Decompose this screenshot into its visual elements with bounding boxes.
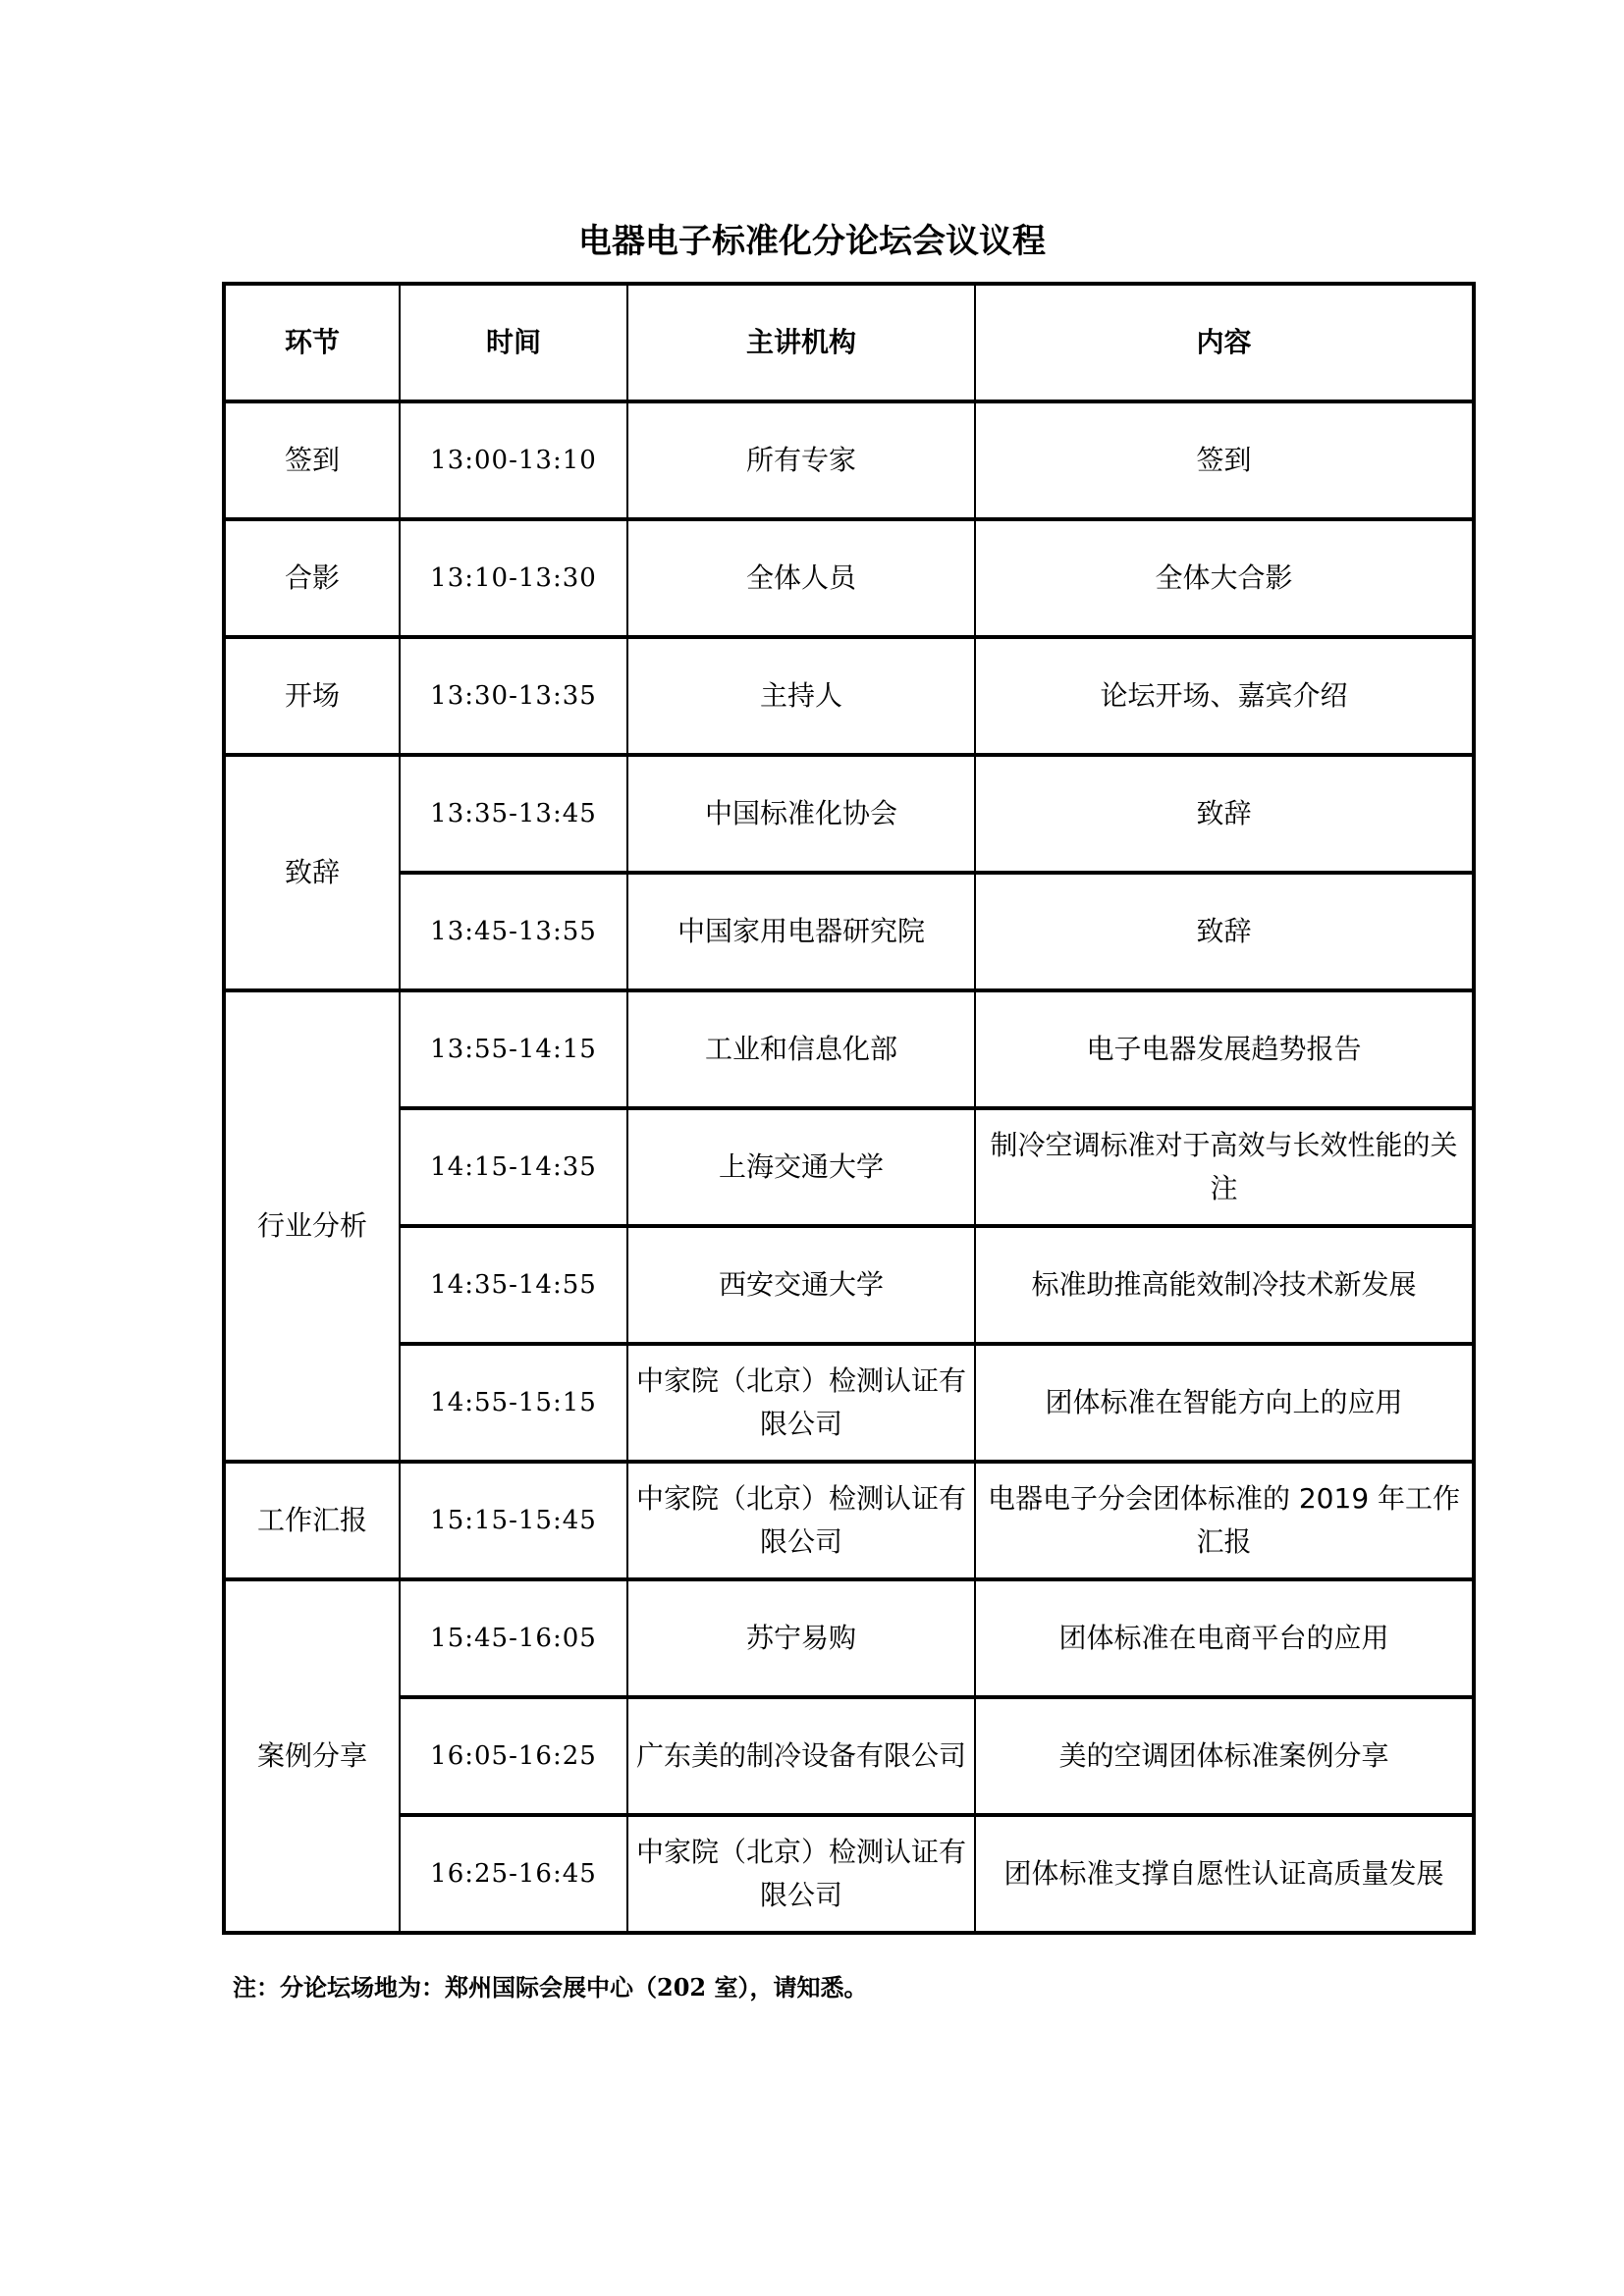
segment-cell: 工作汇报 xyxy=(224,1462,400,1579)
segment-cell: 致辞 xyxy=(224,755,400,990)
content-cell: 标准助推高能效制冷技术新发展 xyxy=(975,1226,1474,1344)
table-row xyxy=(224,1226,1474,1344)
content-cell: 全体大合影 xyxy=(975,519,1474,637)
presenter-cell: 中家院（北京）检测认证有限公司 xyxy=(627,1344,975,1462)
table-header-row xyxy=(224,284,1474,401)
time-cell: 16:05-16:25 xyxy=(400,1697,627,1815)
presenter-cell: 工业和信息化部 xyxy=(627,990,975,1108)
presenter-cell: 广东美的制冷设备有限公司 xyxy=(627,1697,975,1815)
time-cell: 15:45-16:05 xyxy=(400,1579,627,1697)
page-title: 电器电子标准化分论坛会议议程 xyxy=(578,222,1046,261)
content-cell: 致辞 xyxy=(975,873,1474,990)
table-row xyxy=(224,1462,1474,1579)
time-cell: 14:15-14:35 xyxy=(400,1108,627,1226)
content-cell: 签到 xyxy=(975,401,1474,519)
presenter-cell: 上海交通大学 xyxy=(627,1108,975,1226)
segment-cell: 案例分享 xyxy=(224,1579,400,1933)
content-cell: 团体标准在智能方向上的应用 xyxy=(975,1344,1474,1462)
presenter-cell: 苏宁易购 xyxy=(627,1579,975,1697)
presenter-cell: 西安交通大学 xyxy=(627,1226,975,1344)
segment-cell: 开场 xyxy=(224,637,400,755)
time-cell: 16:25-16:45 xyxy=(400,1815,627,1933)
time-cell: 13:10-13:30 xyxy=(400,519,627,637)
content-cell: 美的空调团体标准案例分享 xyxy=(975,1697,1474,1815)
content-cell: 团体标准在电商平台的应用 xyxy=(975,1579,1474,1697)
segment-cell: 合影 xyxy=(224,519,400,637)
table-row xyxy=(224,873,1474,990)
header-presenter: 主讲机构 xyxy=(627,284,975,401)
venue-note: 注：分论坛场地为：郑州国际会展中心（202 室），请知悉。 xyxy=(233,1973,868,2002)
content-cell: 团体标准支撑自愿性认证高质量发展 xyxy=(975,1815,1474,1933)
table-row xyxy=(224,519,1474,637)
presenter-cell: 主持人 xyxy=(627,637,975,755)
table-row xyxy=(224,1697,1474,1815)
segment-cell: 行业分析 xyxy=(224,990,400,1462)
agenda-table xyxy=(222,282,1476,1935)
presenter-cell: 中国标准化协会 xyxy=(627,755,975,873)
table-row xyxy=(224,1579,1474,1697)
table-row xyxy=(224,401,1474,519)
table-row xyxy=(224,1815,1474,1933)
table-row xyxy=(224,990,1474,1108)
time-cell: 13:00-13:10 xyxy=(400,401,627,519)
time-cell: 14:55-15:15 xyxy=(400,1344,627,1462)
time-cell: 13:35-13:45 xyxy=(400,755,627,873)
presenter-cell: 所有专家 xyxy=(627,401,975,519)
time-cell: 14:35-14:55 xyxy=(400,1226,627,1344)
table-row xyxy=(224,637,1474,755)
header-segment: 环节 xyxy=(224,284,400,401)
presenter-cell: 中国家用电器研究院 xyxy=(627,873,975,990)
content-cell: 论坛开场、嘉宾介绍 xyxy=(975,637,1474,755)
time-cell: 13:30-13:35 xyxy=(400,637,627,755)
presenter-cell: 全体人员 xyxy=(627,519,975,637)
time-cell: 13:45-13:55 xyxy=(400,873,627,990)
table-row xyxy=(224,1108,1474,1226)
table-row xyxy=(224,755,1474,873)
content-cell: 电子电器发展趋势报告 xyxy=(975,990,1474,1108)
time-cell: 15:15-15:45 xyxy=(400,1462,627,1579)
content-cell: 致辞 xyxy=(975,755,1474,873)
table-row xyxy=(224,1344,1474,1462)
time-cell: 13:55-14:15 xyxy=(400,990,627,1108)
segment-cell: 签到 xyxy=(224,401,400,519)
header-time: 时间 xyxy=(400,284,627,401)
header-content: 内容 xyxy=(975,284,1474,401)
presenter-cell: 中家院（北京）检测认证有限公司 xyxy=(627,1462,975,1579)
content-cell: 电器电子分会团体标准的 2019 年工作汇报 xyxy=(975,1462,1474,1579)
content-cell: 制冷空调标准对于高效与长效性能的关注 xyxy=(975,1108,1474,1226)
presenter-cell: 中家院（北京）检测认证有限公司 xyxy=(627,1815,975,1933)
